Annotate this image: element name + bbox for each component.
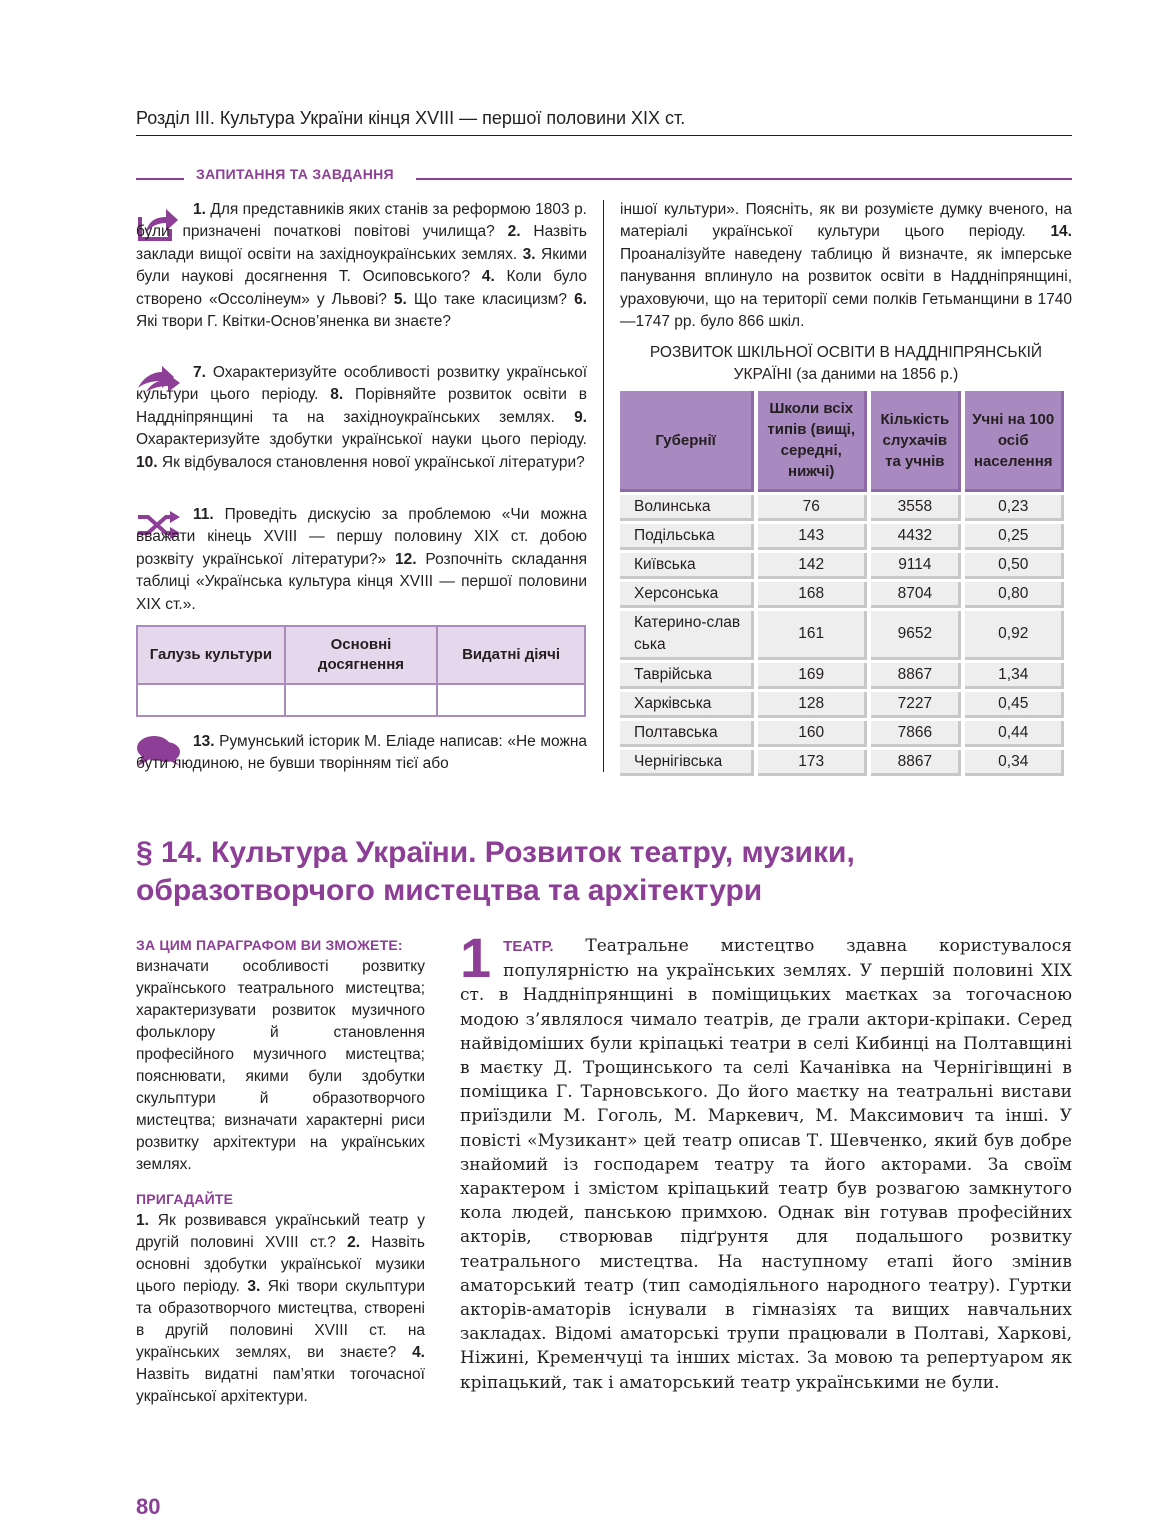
table-cell: 169 [758, 663, 867, 689]
table-cell: 128 [758, 692, 867, 718]
culture-table-header: Галузь культури [137, 626, 285, 684]
table-cell: 1,34 [965, 663, 1064, 689]
table-cell: 4432 [871, 524, 961, 550]
section-title-line: § 14. Культура України. Розвиток театру, музики, [136, 836, 855, 869]
table-row [620, 553, 1064, 579]
table-cell: 0,44 [965, 721, 1064, 747]
table-cell: Чернігівська [620, 750, 754, 776]
table-title-line: РОЗВИТОК ШКІЛЬНОЇ ОСВІТИ В НАДДНІПРЯНСЬКІЙ [649, 344, 1043, 361]
table-cell: Катерино-славська [620, 611, 754, 660]
table-cell: 0,92 [965, 611, 1064, 660]
sidebar [136, 934, 425, 1408]
culture-table-cell [285, 684, 437, 716]
column-divider [603, 200, 604, 772]
table-cell: 168 [758, 582, 867, 608]
table-cell: 7227 [871, 692, 961, 718]
table-cell: 8704 [871, 582, 961, 608]
section-title-line: образотворчого мистецтва та архітектури [136, 874, 763, 907]
table-row [620, 611, 1064, 660]
running-header: Розділ ІІІ. Культура України кінця XVIII — першої половини XIX ст. [136, 108, 686, 128]
table-cell: 76 [758, 495, 867, 521]
table-cell: Волинська [620, 495, 754, 521]
table-title-line: УКРАЇНІ (за даними на 1856 р.) [733, 366, 959, 383]
table-row [620, 495, 1064, 521]
subsection-body: Театральне мистецтво здавна користувалося популярністю на українських землях. У першій половині XIX ст. в Наддніпрянщині в поміщицьких маєтках за тогочасною модою з’являлося чимало театрів, де грали актори-кріпаки. Серед найвідоміших були кріпацькі театри в селі Кибинці на Полтавщині в маєтку Д. Трощинського та селі Качанівка на Чернігівщині в поміщика Г. Тарновського. До його маєтку на театральні вистави приїздили М. Гоголь, М. Маркевич, М. Максимович та інші. У повісті «Музикант» цей театр описав Т. Шевченко, який був добре знайомий із господарем театру та його акторами. За своїм характером і змістом кріпацький театр був розвагою замкнутого кола людей, панською примхою. Однак він готував професійних акторів, створював підґрунтя для подальшого розвитку театрального мистецтва. На наступному етапі його змінив аматорський театр (тип самодіяльного народного театру). Гуртки акторів-аматорів існували в гімназіях та вищих навчальних закладах. Відомі аматорські трупи працювали в Полтаві, Харкові, Ніжині, Кременчуці та інших містах. За мовою та репертуаром як кріпацький, так і аматорський театр українськими не були. [460, 936, 1072, 1393]
section-title [136, 834, 855, 910]
table-row [620, 663, 1064, 689]
table-cell: 7866 [871, 721, 961, 747]
goals-text: визначати особливості розвитку українського театрального мистецтва; характеризувати розвиток музичного фольклору й становлення професійного музичного мистецтва; пояснювати, якими були здобутки скульптури й образотворчого мистецтва; визначати характерні риси розвитку архітектури на українських землях. [136, 958, 425, 1173]
education-table [616, 388, 1068, 779]
table-cell: 160 [758, 721, 867, 747]
table-row [620, 750, 1064, 776]
table-cell: 143 [758, 524, 867, 550]
table-cell: 8867 [871, 663, 961, 689]
questions-block-3: 11. Проведіть дискусію за проблемою «Чи можна вважати кінець XVIII — першу половину XIX ст. добою розквіту української літератури?» 12. Розпочніть складання таблиці «Українська культура кінця XVIII — першої половини XIX ст.». [136, 506, 587, 613]
table-row [620, 524, 1064, 550]
questions-block-2: 7. Охарактеризуйте особливості розвитку української культури цього періоду. 8. Порівняйте розвиток освіти в Наддніпрянщині та на західноукраїнських землях. 9. Охарактеризуйте здобутки української науки цього періоду. 10. Як відбувалося становлення нової української літератури? [136, 364, 588, 471]
table-cell: 0,80 [965, 582, 1064, 608]
table-cell: 142 [758, 553, 867, 579]
table-cell: Таврійська [620, 663, 754, 689]
table-header: Учні на 100 осіб населення [965, 391, 1064, 492]
culture-table-cell [137, 684, 285, 716]
culture-table-header: Видатні діячі [437, 626, 585, 684]
recall-questions: 1. Як розвивався український театр у другій половині XVIII ст.? 2. Назвіть основні здобутки української музики цього періоду. 3. Які твори скульптури та образотворчого мистецтва, створені в другій половині XVIII ст. на українських землях, ви знаєте? 4. Назвіть видатні пам’ятки тогочасної української архітектури. [136, 1212, 426, 1405]
main-text [460, 926, 1072, 1395]
questions-right-column: іншої культури». Поясніть, як ви розумієте думку вченого, на матеріалі української культури цього періоду. 14. Проаналізуйте наведену таблицю й визначте, як імперське панування вплинуло на розвиток освіти в Наддніпрянщині, ураховуючи, що на території семи полків Гетьманщини в 1740—1747 рр. було 866 шкіл. [620, 201, 1072, 331]
subsection-number: 1 [460, 926, 492, 989]
table-cell: 3558 [871, 495, 961, 521]
table-header: Губернії [620, 391, 754, 492]
table-cell: 173 [758, 750, 867, 776]
table-header: Школи всіх типів (вищі, середні, нижчі) [758, 391, 867, 492]
table-cell: 0,25 [965, 524, 1064, 550]
table-cell: Подільська [620, 524, 754, 550]
table-cell: Херсонська [620, 582, 754, 608]
table-cell: 0,45 [965, 692, 1064, 718]
table-row [620, 582, 1064, 608]
questions-block-4: 13. Румунський історик М. Еліаде написав: «Не можна бути людиною, не бувши творінням тієї або [136, 733, 587, 773]
culture-table-header: Основні досягнення [285, 626, 437, 684]
questions-heading: ЗАПИТАННЯ ТА ЗАВДАННЯ [196, 166, 394, 182]
table-cell: 0,50 [965, 553, 1064, 579]
table-cell: Харківська [620, 692, 754, 718]
table-cell: 0,23 [965, 495, 1064, 521]
table-row [620, 692, 1064, 718]
table-cell: 9652 [871, 611, 961, 660]
table-cell: 8867 [871, 750, 961, 776]
table-title [620, 342, 1072, 386]
header-rule [136, 135, 1072, 136]
page-number: 80 [136, 1494, 161, 1519]
table-row [620, 721, 1064, 747]
table-cell: 9114 [871, 553, 961, 579]
culture-table-template [136, 625, 586, 717]
table-cell: 161 [758, 611, 867, 660]
heading-rule-right [416, 178, 1072, 180]
questions-block-1: 1. Для представників яких станів за реформою 1803 р. були призначені початкові повітові училища? 2. Назвіть заклади вищої освіти на західноукраїнських землях. 3. Якими були наукові досягнення Т. Осиповського? 4. Коли було створено «Оссолінеум» у Львові? 5. Що таке класицизм? 6. Які твори Г. Квітки-Основ’яненка ви знаєте? [136, 201, 587, 331]
culture-table-cell [437, 684, 585, 716]
table-cell: Київська [620, 553, 754, 579]
subsection-label: ТЕАТР. [503, 938, 554, 955]
table-cell: Полтавська [620, 721, 754, 747]
heading-rule-left [136, 178, 184, 180]
recall-heading: ПРИГАДАЙТЕ [136, 1191, 234, 1207]
table-header: Кількість слухачів та учнів [871, 391, 961, 492]
goals-heading: ЗА ЦИМ ПАРАГРАФОМ ВИ ЗМОЖЕТЕ: [136, 937, 403, 953]
table-cell: 0,34 [965, 750, 1064, 776]
